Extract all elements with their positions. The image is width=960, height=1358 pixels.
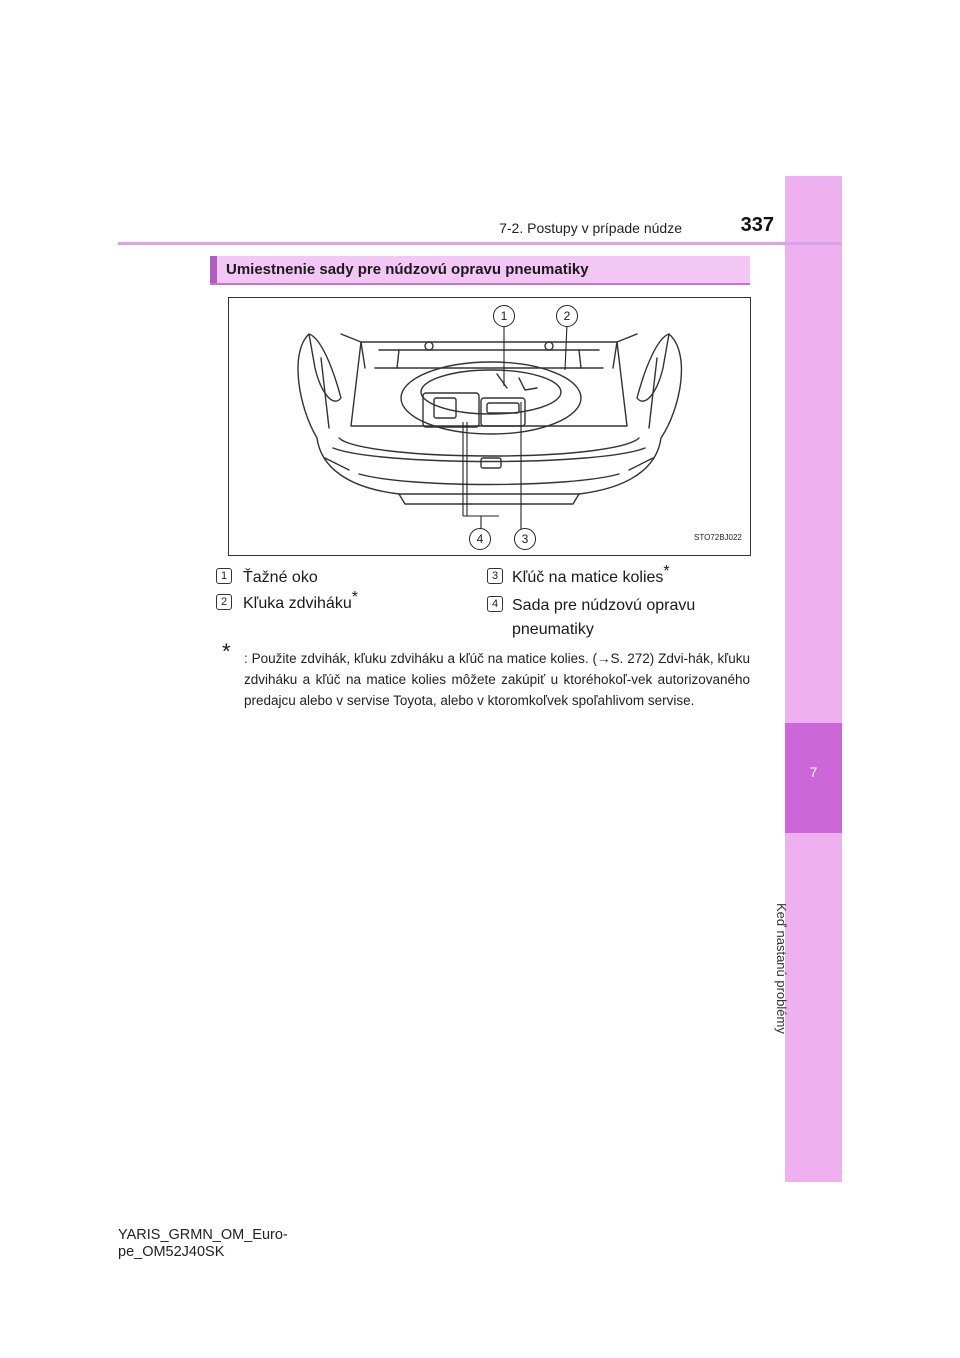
section-title: Umiestnenie sady pre núdzovú opravu pneumatiky — [226, 261, 589, 278]
page-number: 337 — [740, 214, 774, 236]
item-number-badge: 2 — [216, 594, 232, 610]
document-code: YARIS_GRMN_OM_Euro- pe_OM52J40SK — [118, 1227, 288, 1260]
section-title-underline — [210, 283, 750, 285]
callout-badge-2: 2 — [556, 305, 578, 327]
item-number-badge: 4 — [487, 596, 503, 612]
footnote-text: : Použite zdvihák, kľuku zdviháku a kľúč na matice kolies. (→S. 272) Zdvi-hák, kľuku zdviháku a kľúč na matice kolies môžete zakúpiť u ktoréhokoľ-vek autorizovaného predajcu alebo v servise Toyota, alebo v ktoromkoľvek spoľahlivom servise. — [244, 651, 750, 708]
chapter-title: Keď nastanú problémy — [774, 903, 789, 1034]
callout-badge-1: 1 — [493, 305, 515, 327]
item-number-badge: 1 — [216, 568, 232, 584]
header-rule — [118, 242, 842, 245]
item-label-wheel-nut-wrench: Kľúč na matice kolies* — [512, 563, 670, 586]
item-label-jack-handle: Kľuka zdviháku* — [243, 589, 358, 612]
item-number-badge: 3 — [487, 568, 503, 584]
callout-badge-4: 4 — [469, 528, 491, 550]
item-label-towing-eye: Ťažné oko — [243, 569, 318, 586]
figure-code: STO72BJ022 — [694, 533, 742, 542]
car-trunk-drawing — [229, 298, 750, 555]
footnote-marker: * — [222, 639, 231, 664]
callout-badge-3: 3 — [514, 528, 536, 550]
item-label-repair-kit: Sada pre núdzovú opravu pneumatiky — [512, 597, 696, 638]
chapter-number: 7 — [809, 764, 818, 780]
trunk-illustration — [228, 297, 751, 556]
header-section-title: 7-2. Postupy v prípade núdze — [499, 220, 682, 236]
